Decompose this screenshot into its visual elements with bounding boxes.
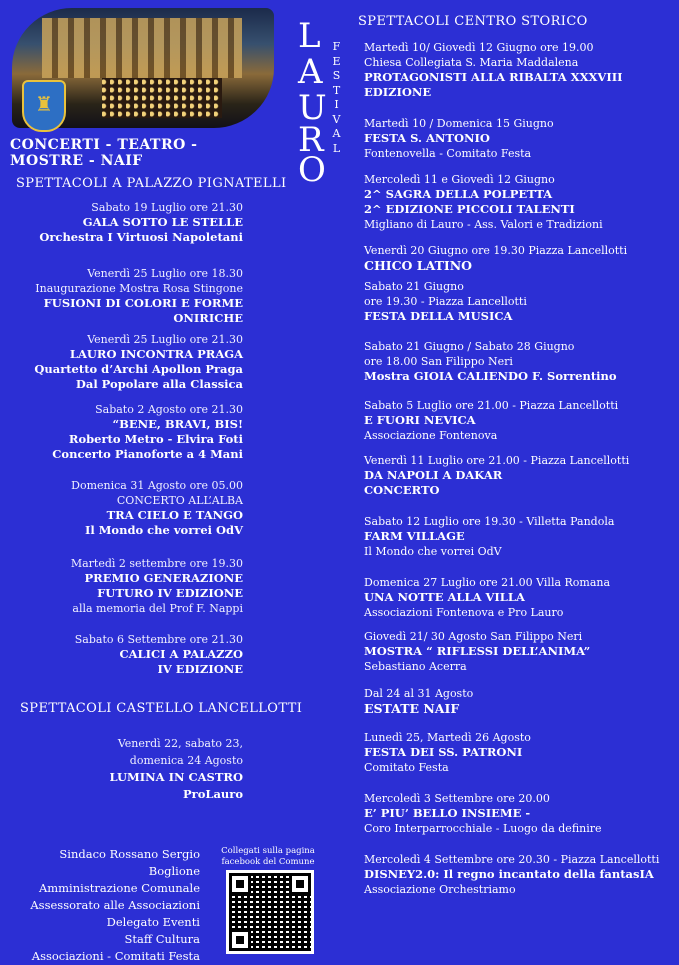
- event-detail: Comitato Festa: [364, 761, 449, 774]
- qr-caption-line: facebook del Comune: [221, 857, 315, 867]
- logo-letter: A: [298, 52, 323, 92]
- qr-caption: [220, 846, 316, 868]
- logo-festival-letter: T: [332, 83, 342, 97]
- logo-letter: L: [298, 16, 321, 56]
- event-title: LUMINA IN CASTRO: [109, 770, 243, 784]
- event-detail: Chiesa Collegiata S. Maria Maddalena: [364, 56, 579, 69]
- qr-code[interactable]: [226, 870, 314, 954]
- event-block: [364, 339, 664, 384]
- logo-festival-letter: S: [332, 69, 342, 82]
- event-block: [364, 40, 664, 100]
- event-detail: domenica 24 Agosto: [129, 754, 243, 767]
- event-title: CALICI A PALAZZO: [119, 647, 243, 661]
- event-detail: Sabato 19 Luglio ore 21.30: [91, 201, 243, 214]
- event-block: [10, 266, 243, 326]
- event-title: FARM VILLAGE: [364, 529, 465, 543]
- event-block: [364, 116, 664, 161]
- event-title: Mostra GIOIA CALIENDO F. Sorrentino: [364, 369, 617, 383]
- castello-section-title: SPETTACOLI CASTELLO LANCELLOTTI: [20, 701, 303, 716]
- event-title: Orchestra I Virtuosi Napoletani: [39, 230, 243, 244]
- event-block: [10, 332, 243, 392]
- logo-festival-letter: E: [332, 54, 342, 68]
- event-detail: Il Mondo che vorrei OdV: [364, 545, 502, 558]
- coat-of-arms-icon: ♜: [22, 80, 66, 132]
- event-title: CHICO LATINO: [364, 258, 473, 273]
- event-detail: Sebastiano Acerra: [364, 660, 467, 673]
- event-block: [364, 852, 664, 897]
- event-title: ONIRICHE: [173, 311, 243, 325]
- credit-line: Staff Cultura: [124, 932, 200, 946]
- event-detail: Associazioni Fontenova e Pro Lauro: [364, 606, 564, 619]
- event-detail: ore 19.30 - Piazza Lancellotti: [364, 295, 527, 308]
- event-title: PREMIO GENERAZIONE: [84, 571, 243, 585]
- event-title: 2^ EDIZIONE PICCOLI TALENTI: [364, 202, 575, 216]
- event-title: ESTATE NAIF: [364, 701, 460, 716]
- event-block: [10, 402, 243, 462]
- event-detail: Martedì 10/ Giovedì 12 Giugno ore 19.00: [364, 41, 594, 54]
- event-title: IV EDIZIONE: [157, 662, 243, 676]
- credit-line: Assessorato alle Associazioni: [30, 898, 200, 912]
- event-title: FUSIONI DI COLORI E FORME: [43, 296, 243, 310]
- event-title: Concerto Pianoforte a 4 Mani: [52, 447, 243, 461]
- event-block: [364, 575, 664, 620]
- event-detail: CONCERTO ALL’ALBA: [116, 494, 243, 507]
- qr-caption-line: Collegati sulla pagina: [221, 846, 315, 856]
- logo-festival-letter: A: [332, 127, 342, 140]
- event-block: [10, 632, 243, 677]
- festival-subtitle: CONCERTI - TEATRO - MOSTRE - NAIF: [10, 137, 198, 169]
- event-detail: Fontenovella - Comitato Festa: [364, 147, 532, 160]
- qr-finder-icon: [229, 929, 251, 951]
- festival-logo: [292, 18, 352, 188]
- event-title: LAURO INCONTRA PRAGA: [69, 347, 243, 361]
- event-detail: Sabato 5 Luglio ore 21.00 - Piazza Lancellotti: [364, 399, 619, 412]
- event-detail: Mercoledì 4 Settembre ore 20.30 - Piazza Lancellotti: [364, 853, 660, 866]
- event-detail: Venerdì 22, sabato 23,: [117, 737, 243, 750]
- event-detail: Giovedì 21/ 30 Agosto San Filippo Neri: [364, 630, 583, 643]
- logo-festival-letter: V: [332, 112, 342, 126]
- event-detail: Lunedì 25, Martedì 26 Agosto: [364, 731, 531, 744]
- logo-letter: R: [298, 120, 324, 160]
- event-detail: Domenica 31 Agosto ore 05.00: [71, 479, 243, 492]
- event-block: [364, 279, 664, 324]
- event-detail: Mercoledì 11 e Giovedì 12 Giugno: [364, 173, 555, 186]
- event-title: ProLauro: [182, 787, 243, 801]
- event-title: FESTA S. ANTONIO: [364, 131, 490, 145]
- event-title: GALA SOTTO LE STELLE: [82, 215, 243, 229]
- event-detail: Inaugurazione Mostra Rosa Stingone: [35, 282, 243, 295]
- event-block: [364, 791, 664, 836]
- event-title: EDIZIONE: [364, 85, 432, 99]
- event-detail: Martedì 2 settembre ore 19.30: [70, 557, 243, 570]
- event-block: [364, 453, 664, 498]
- event-title: DISNEY2.0: Il regno incantato della fantasIA: [364, 867, 654, 881]
- event-title: Quartetto d’Archi Apollon Praga: [34, 362, 243, 376]
- credit-line: Associazioni - Comitati Festa: [31, 949, 200, 963]
- logo-festival-letter: I: [334, 98, 340, 111]
- event-title: Il Mondo che vorrei OdV: [84, 523, 243, 537]
- event-block: [10, 735, 243, 803]
- event-detail: Sabato 21 Giugno: [364, 280, 464, 293]
- event-detail: Coro Interparrocchiale - Luogo da definire: [364, 822, 602, 835]
- event-detail: Venerdì 11 Luglio ore 21.00 - Piazza Lancellotti: [364, 454, 630, 467]
- logo-festival-word: [330, 40, 344, 156]
- credit-line: Sindaco Rossano Sergio Boglione: [59, 847, 200, 878]
- centro-section-title: SPETTACOLI CENTRO STORICO: [358, 14, 588, 29]
- audience-image: [102, 78, 222, 118]
- event-block: [364, 514, 664, 559]
- event-detail: Sabato 21 Giugno / Sabato 28 Giugno: [364, 340, 575, 353]
- event-title: TRA CIELO E TANGO: [106, 508, 243, 522]
- event-title: UNA NOTTE ALLA VILLA: [364, 590, 525, 604]
- logo-letter: O: [298, 150, 326, 190]
- event-title: FESTA DEI SS. PATRONI: [364, 745, 523, 759]
- event-title: DA NAPOLI A DAKAR: [364, 468, 503, 482]
- event-title: Dal Popolare alla Classica: [75, 377, 243, 391]
- event-title: “BENE, BRAVI, BIS!: [112, 417, 243, 431]
- event-detail: Sabato 12 Luglio ore 19.30 - Villetta Pandola: [364, 515, 615, 528]
- palazzo-building-image: [42, 18, 242, 78]
- event-title: Roberto Metro - Elvira Foti: [68, 432, 243, 446]
- event-detail: Domenica 27 Luglio ore 21.00 Villa Romana: [364, 576, 611, 589]
- credit-line: Amministrazione Comunale: [38, 881, 200, 895]
- logo-festival-letter: F: [332, 40, 342, 53]
- event-block: [10, 556, 243, 616]
- event-detail: Martedì 10 / Domenica 15 Giugno: [364, 117, 554, 130]
- event-title: MOSTRA “ RIFLESSI DELL’ANIMA”: [364, 644, 591, 658]
- event-title: E’ PIU’ BELLO INSIEME -: [364, 806, 531, 820]
- event-detail: alla memoria del Prof F. Nappi: [72, 602, 243, 615]
- event-detail: Venerdì 25 Luglio ore 18.30: [87, 267, 243, 280]
- credits: [14, 846, 200, 965]
- logo-letter: U: [298, 88, 327, 128]
- event-title: PROTAGONISTI ALLA RIBALTA XXXVIII: [364, 70, 623, 84]
- credit-line: Delegato Eventi: [106, 915, 200, 929]
- event-detail: Dal 24 al 31 Agosto: [364, 687, 474, 700]
- event-title: 2^ SAGRA DELLA POLPETTA: [364, 187, 553, 201]
- event-detail: ore 18.00 San Filippo Neri: [364, 355, 513, 368]
- event-detail: Sabato 6 Settembre ore 21.30: [74, 633, 243, 646]
- event-title: FUTURO IV EDIZIONE: [97, 586, 243, 600]
- event-block: [364, 398, 664, 443]
- qr-finder-icon: [289, 873, 311, 895]
- palazzo-section-title: SPETTACOLI A PALAZZO PIGNATELLI: [16, 176, 287, 191]
- event-detail: Associazione Orchestriamo: [364, 883, 516, 896]
- event-block: [364, 172, 664, 232]
- qr-finder-icon: [229, 873, 251, 895]
- event-detail: Venerdì 25 Luglio ore 21.30: [87, 333, 243, 346]
- event-detail: Associazione Fontenova: [364, 429, 498, 442]
- event-title: E FUORI NEVICA: [364, 413, 476, 427]
- event-block: [364, 243, 664, 273]
- event-detail: Sabato 2 Agosto ore 21.30: [95, 403, 243, 416]
- event-detail: Venerdì 20 Giugno ore 19.30 Piazza Lancellotti: [364, 244, 628, 257]
- event-title: CONCERTO: [364, 483, 440, 497]
- event-block: [364, 730, 664, 775]
- event-block: [10, 200, 243, 245]
- event-block: [364, 629, 664, 674]
- event-detail: Migliano di Lauro - Ass. Valori e Tradizioni: [364, 218, 603, 231]
- event-block: [364, 686, 664, 716]
- event-detail: Mercoledì 3 Settembre ore 20.00: [364, 792, 550, 805]
- event-title: FESTA DELLA MUSICA: [364, 309, 513, 323]
- event-block: [10, 478, 243, 538]
- logo-festival-letter: L: [332, 141, 342, 155]
